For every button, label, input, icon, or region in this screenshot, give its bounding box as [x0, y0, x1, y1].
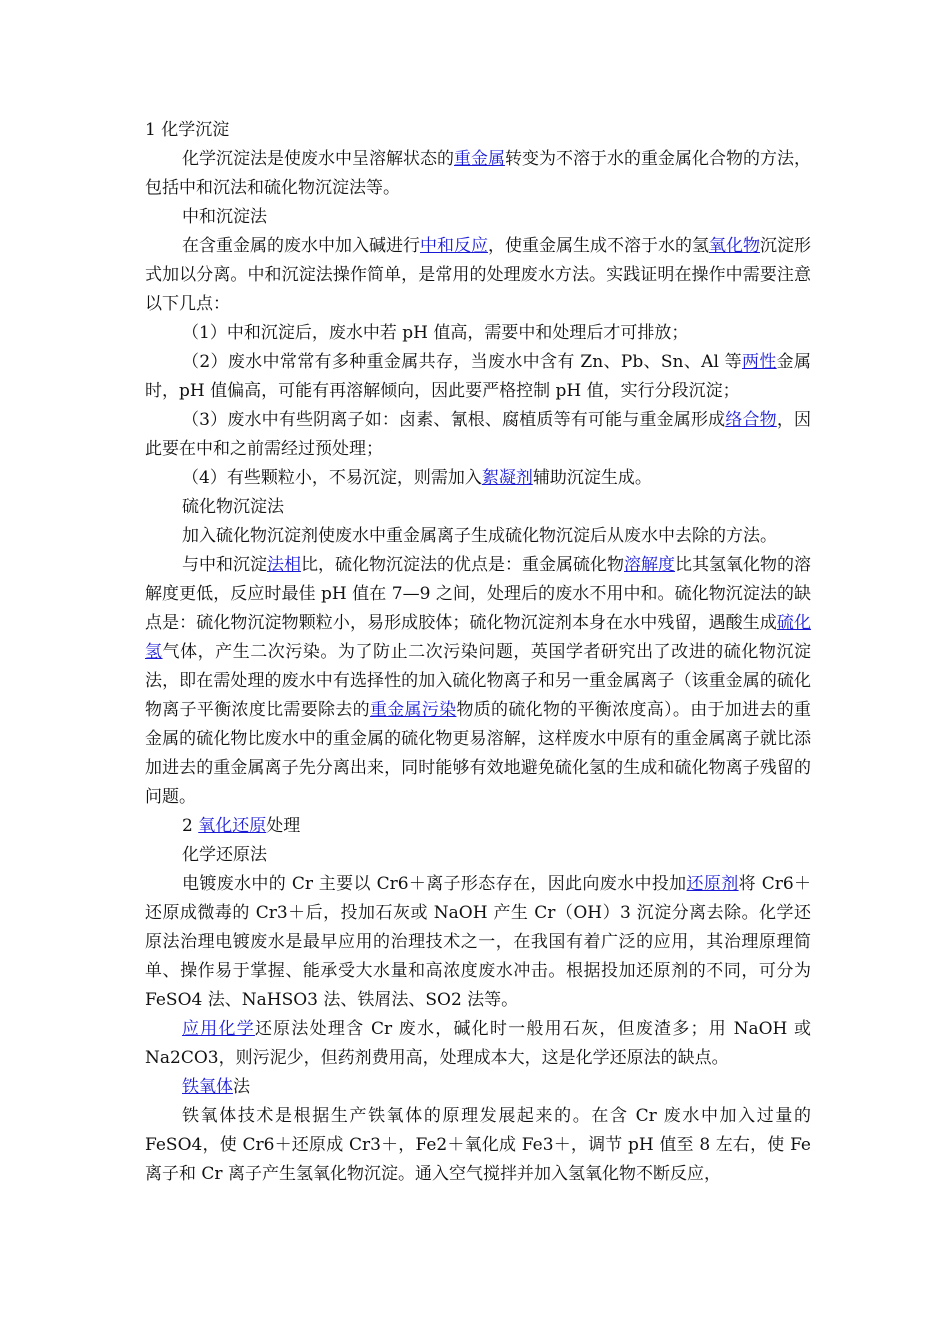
link-hydrogen-sulfide[interactable]: 硫化氢 [145, 613, 812, 662]
link-neutralization-reaction[interactable]: 中和反应 [420, 236, 488, 256]
link-ferrite[interactable]: 铁氧体 [182, 1077, 233, 1097]
paragraph: 在含重金属的废水中加入碱进行中和反应，使重金属生成不溶于水的氢氧化物沉淀形式加以分离。中和沉淀法操作简单，是常用的处理废水方法。实践证明在操作中需要注意以下几点： [145, 236, 811, 314]
link-oxide[interactable]: 氧化物 [709, 236, 760, 256]
subheading-neutralization: 中和沉淀法 [182, 207, 267, 227]
link-method-phase[interactable]: 法相 [267, 555, 301, 575]
link-reducing-agent[interactable]: 还原剂 [686, 874, 739, 894]
paragraph: 应用化学还原法处理含 Cr 废水，碱化时一般用石灰，但废渣多；用 NaOH 或 Na2CO3，则污泥少，但药剂费用高，处理成本大，这是化学还原法的缺点。 [145, 1019, 811, 1068]
list-item: （1）中和沉淀后，废水中若 pH 值高，需要中和处理后才可排放； [182, 323, 689, 343]
link-solubility[interactable]: 溶解度 [624, 555, 675, 575]
link-heavy-metal[interactable]: 重金属 [454, 149, 505, 169]
list-item: （4）有些颗粒小，不易沉淀，则需加入絮凝剂辅助沉淀生成。 [182, 468, 652, 488]
link-applied-chemistry[interactable]: 应用化学 [182, 1019, 255, 1039]
document-page [145, 116, 811, 1189]
subheading-ferrite: 铁氧体法 [182, 1077, 250, 1097]
paragraph: 电镀废水中的 Cr 主要以 Cr6＋离子形态存在，因此向废水中投加还原剂将 Cr6＋还原成微毒的 Cr3＋后，投加石灰或 NaOH 产生 Cr（OH）3 沉淀分离去除。化学还原法治理电镀废水是最早应用的治理技术之一，在我国有着广泛的应用，其治理原理简单、操作易于掌握、能承受大水量和高浓度废水冲击。根据投加还原剂的不同，可分为 FeSO4 法、NaHSO3 法、铁屑法、SO2 法等。 [145, 874, 812, 1010]
paragraph: 与中和沉淀法相比，硫化物沉淀法的优点是：重金属硫化物溶解度比其氢氧化物的溶解度更低，反应时最佳 pH 值在 7—9 之间，处理后的废水不用中和。硫化物沉淀法的缺点是：硫化物沉淀物颗粒小，易形成胶体；硫化物沉淀剂本身在水中残留，遇酸生成硫化氢气体，产生二次污染。为了防止二次污染问题，英国学者研究出了改进的硫化物沉淀法，即在需处理的废水中有选择性的加入硫化物离子和另一重金属离子（该重金属的硫化物离子平衡浓度比需要除去的重金属污染物质的硫化物的平衡浓度高）。由于加进去的重金属的硫化物比废水中的重金属的硫化物更易溶解，这样废水中原有的重金属离子就比添加进去的重金属离子先分离出来，同时能够有效地避免硫化氢的生成和硫化物离子残留的问题。 [145, 555, 812, 807]
subheading-sulfide: 硫化物沉淀法 [182, 497, 284, 517]
link-redox[interactable]: 氧化还原 [198, 816, 267, 836]
paragraph: 加入硫化物沉淀剂使废水中重金属离子生成硫化物沉淀后从废水中去除的方法。 [182, 526, 777, 546]
link-complex[interactable]: 络合物 [725, 410, 777, 430]
paragraph: 化学沉淀法是使废水中呈溶解状态的重金属转变为不溶于水的重金属化合物的方法，包括中和沉法和硫化物沉淀法等。 [145, 149, 811, 198]
heading-redox: 2 氧化还原处理 [182, 816, 301, 836]
subheading-chemical-reduction: 化学还原法 [182, 845, 267, 865]
heading-chemical-precipitation: 1 化学沉淀 [145, 120, 230, 140]
link-flocculant[interactable]: 絮凝剂 [481, 468, 533, 488]
list-item: （3）废水中有些阴离子如：卤素、氰根、腐植质等有可能与重金属形成络合物，因此要在中和之前需经过预处理； [145, 410, 811, 459]
link-heavy-metal-pollution[interactable]: 重金属污染 [369, 700, 457, 720]
link-amphoteric[interactable]: 两性 [741, 352, 777, 372]
paragraph: 铁氧体技术是根据生产铁氧体的原理发展起来的。在含 Cr 废水中加入过量的 FeSO4，使 Cr6＋还原成 Cr3＋，Fe2＋氧化成 Fe3＋，调节 pH 值至 8 左右，使 Fe 离子和 Cr 离子产生氢氧化物沉淀。通入空气搅拌并加入氢氧化物不断反应， [145, 1106, 811, 1184]
list-item: （2）废水中常常有多种重金属共存，当废水中含有 Zn、Pb、Sn、Al 等两性金属时，pH 值偏高，可能有再溶解倾向，因此要严格控制 pH 值，实行分段沉淀； [145, 352, 812, 401]
